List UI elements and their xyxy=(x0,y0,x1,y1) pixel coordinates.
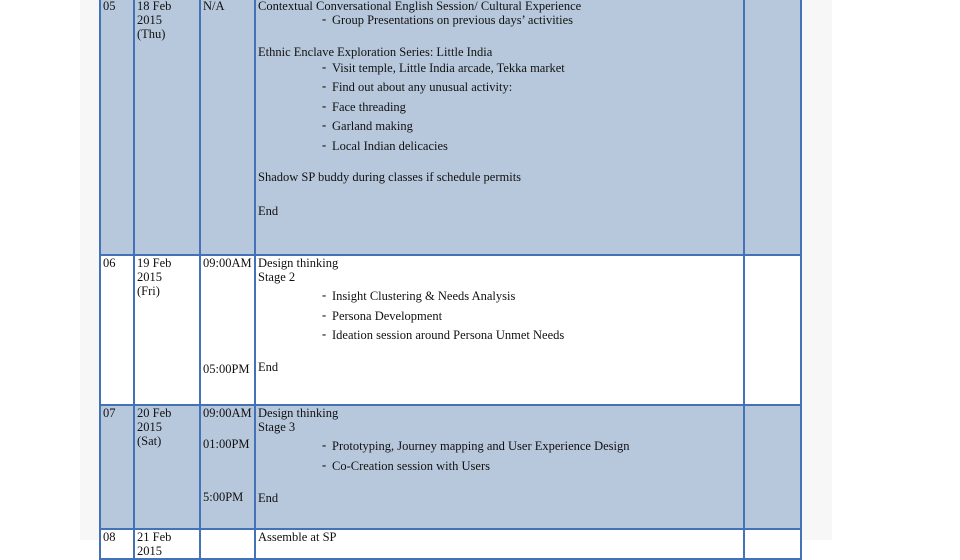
remarks-cell xyxy=(744,0,801,255)
date-cell xyxy=(134,529,200,559)
end-label: End xyxy=(258,359,279,374)
activity-bullets xyxy=(258,437,742,476)
activity-title: Design thinking xyxy=(258,406,339,420)
activity-title: Contextual Conversational English Session/ Cultural Experience xyxy=(258,0,582,13)
activity-cell xyxy=(255,529,744,559)
table-row xyxy=(100,529,801,559)
time-cell xyxy=(200,405,255,529)
date-cell xyxy=(134,405,200,529)
list-item: - Prototyping, Journey mapping and User Experience Design xyxy=(258,437,742,457)
list-item: - Face threading xyxy=(258,98,742,118)
date-text: 21 Feb 2015 xyxy=(137,530,172,558)
activity-bullets xyxy=(258,287,742,346)
day-number-cell: 07 xyxy=(100,405,134,529)
end-label: End xyxy=(258,491,279,505)
schedule-table xyxy=(99,0,802,560)
activity-title: Assemble at SP xyxy=(258,530,337,544)
list-item: - Local Indian delicacies xyxy=(258,137,742,157)
remarks-cell xyxy=(744,405,801,529)
date-text: 20 Feb 2015 xyxy=(137,406,172,434)
list-item: - Co-Creation session with Users xyxy=(258,457,742,477)
start-time: 09:00AM xyxy=(203,406,252,420)
activity-cell xyxy=(255,255,744,405)
table-row xyxy=(100,255,801,405)
date-text: 18 Feb 2015 xyxy=(137,0,172,27)
weekday-text: (Fri) xyxy=(137,284,160,298)
date-cell xyxy=(134,0,200,255)
start-time: 09:00AM xyxy=(203,256,252,270)
time-cell xyxy=(200,529,255,559)
activity-note: Shadow SP buddy during classes if schedule permits xyxy=(258,170,522,184)
day-number-cell: 06 xyxy=(100,255,134,405)
time-cell xyxy=(200,255,255,405)
list-item: - Garland making xyxy=(258,117,742,137)
date-cell xyxy=(134,255,200,405)
activity-stage: Stage 2 xyxy=(258,270,296,284)
list-item: - Visit temple, Little India arcade, Tekka market xyxy=(258,59,742,79)
end-time: 5:00PM xyxy=(203,490,244,504)
activity-cell xyxy=(255,405,744,529)
list-item: - Find out about any unusual activity: xyxy=(258,78,742,98)
list-item: - Ideation session around Persona Unmet Needs xyxy=(258,326,742,346)
end-label: End xyxy=(258,204,279,218)
weekday-text: (Thu) xyxy=(137,27,166,41)
activity-cell xyxy=(255,0,744,255)
activity-stage: Stage 3 xyxy=(258,420,296,434)
weekday-text: (Sat) xyxy=(137,434,162,448)
activity-bullets xyxy=(258,59,742,157)
remarks-cell xyxy=(744,529,801,559)
activity-bullets xyxy=(258,11,742,31)
time-cell xyxy=(200,0,255,255)
day-number-cell: 08 xyxy=(100,529,134,559)
table-row xyxy=(100,0,801,255)
end-time: 05:00PM xyxy=(203,362,250,376)
date-text: 19 Feb 2015 xyxy=(137,256,172,284)
mid-time: 01:00PM xyxy=(203,437,250,451)
activity-title: Design thinking xyxy=(258,256,339,270)
time-text: N/A xyxy=(203,0,225,13)
table-row xyxy=(100,405,801,529)
list-item: - Persona Development xyxy=(258,307,742,327)
list-item: - Insight Clustering & Needs Analysis xyxy=(258,287,742,307)
activity-heading: Ethnic Enclave Exploration Series: Little India xyxy=(258,44,493,59)
day-number-cell: 05 xyxy=(100,0,134,255)
remarks-cell xyxy=(744,255,801,405)
list-item: - Group Presentations on previous days’ activities xyxy=(258,11,742,31)
